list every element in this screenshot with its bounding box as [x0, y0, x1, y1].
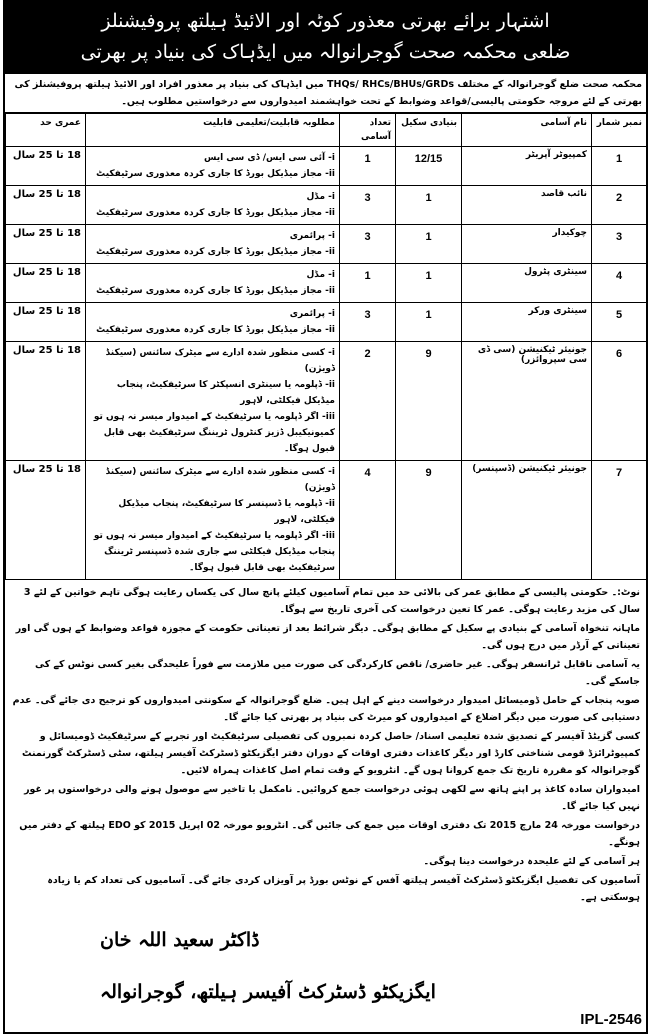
header-line-2: ضلعی محکمہ صحت گوجرانوالہ میں ایڈہاک کی بنیاد پر بھرتی — [80, 41, 571, 63]
cell-scale: 1 — [396, 303, 462, 342]
table-row — [6, 461, 647, 580]
column-header: مطلوبہ قابلیت/تعلیمی قابلیت — [86, 114, 340, 147]
signature-block — [5, 912, 646, 1032]
table-row — [6, 147, 647, 186]
cell-count: 1 — [340, 147, 396, 186]
cell-post: جونیئر ٹیکنیشن (سی ڈی سی سپروائزر) — [462, 342, 592, 461]
table-row — [6, 186, 647, 225]
qualification-line: ii- ڈپلومہ یا سینٹری انسپکٹر کا سرٹیفکیٹ، پنجاب میڈیکل فیکلٹی، لاہور — [116, 380, 335, 406]
cell-no: 1 — [592, 147, 647, 186]
note-paragraph: صوبہ پنجاب کے حامل ڈومیسائل امیدوار درخواست دینے کے اہل ہیں۔ ضلع گوجرانوالہ کے سکونتی امیدواروں کو ترجیح دی جائے گی۔ عدم دستیابی کی صورت میں دیگر اضلاع کے امیدواروں کو میرٹ کی بنیاد پر بھرتی کیا جائے گا۔ — [12, 695, 640, 723]
cell-age: 18 تا 25 سال — [6, 342, 86, 461]
cell-quals — [86, 342, 340, 461]
cell-count: 3 — [340, 225, 396, 264]
qualification-line: i- پرائمری — [289, 231, 335, 241]
table-row — [6, 225, 647, 264]
cell-post: سینٹری پٹرول — [462, 264, 592, 303]
cell-quals — [86, 264, 340, 303]
cell-scale: 12/15 — [396, 147, 462, 186]
cell-age: 18 تا 25 سال — [6, 186, 86, 225]
table-row — [6, 342, 647, 461]
cell-count: 1 — [340, 264, 396, 303]
qualification-line: ii- مجاز میڈیکل بورڈ کا جاری کردہ معذوری سرٹیفکیٹ — [96, 325, 335, 335]
cell-age: 18 تا 25 سال — [6, 225, 86, 264]
cell-no: 7 — [592, 461, 647, 580]
cell-scale: 9 — [396, 461, 462, 580]
column-header: تعداد آسامی — [340, 114, 396, 147]
qualification-line: i- مڈل — [306, 270, 335, 280]
cell-count: 2 — [340, 342, 396, 461]
qualification-line: i- آئی سی ایس/ ڈی سی ایس — [203, 153, 335, 163]
cell-age: 18 تا 25 سال — [6, 461, 86, 580]
qualification-line: ii- مجاز میڈیکل بورڈ کا جاری کردہ معذوری سرٹیفکیٹ — [96, 169, 335, 179]
qualification-line: i- مڈل — [306, 192, 335, 202]
cell-post: جونیئر ٹیکنیشن (ڈسپنسر) — [462, 461, 592, 580]
table-row — [6, 303, 647, 342]
column-header: نام آسامی — [462, 114, 592, 147]
column-header: عمری حد — [6, 114, 86, 147]
cell-no: 6 — [592, 342, 647, 461]
table-row — [6, 264, 647, 303]
qualification-line: ii- مجاز میڈیکل بورڈ کا جاری کردہ معذوری سرٹیفکیٹ — [96, 247, 335, 257]
cell-quals — [86, 147, 340, 186]
cell-no: 5 — [592, 303, 647, 342]
column-header: بنیادی سکیل — [396, 114, 462, 147]
cell-no: 3 — [592, 225, 647, 264]
notes — [5, 580, 646, 912]
cell-scale: 1 — [396, 186, 462, 225]
header-line-1: اشتہار برائے بھرتی معذور کوٹہ اور الائیڈ ہیلتھ پروفیشنلز — [101, 10, 550, 32]
cell-count: 4 — [340, 461, 396, 580]
cell-age: 18 تا 25 سال — [6, 303, 86, 342]
posts-table — [5, 113, 647, 580]
cell-no: 4 — [592, 264, 647, 303]
cell-no: 2 — [592, 186, 647, 225]
note-paragraph: درخواست مورخہ 24 مارچ 2015 تک دفتری اوقات میں جمع کی جائیں گی۔ انٹرویو مورخہ 02 اپریل 2015 کو EDO ہیلتھ کے دفتر میں ہونگے۔ — [19, 820, 640, 848]
qualification-line: ii- مجاز میڈیکل بورڈ کا جاری کردہ معذوری سرٹیفکیٹ — [96, 208, 335, 218]
cell-age: 18 تا 25 سال — [6, 147, 86, 186]
cell-quals — [86, 225, 340, 264]
cell-scale: 9 — [396, 342, 462, 461]
cell-count: 3 — [340, 303, 396, 342]
qualification-line: ii- مجاز میڈیکل بورڈ کا جاری کردہ معذوری سرٹیفکیٹ — [96, 286, 335, 296]
cell-post: سینٹری ورکر — [462, 303, 592, 342]
cell-scale: 1 — [396, 225, 462, 264]
qualification-line: i- پرائمری — [289, 309, 335, 319]
signatory-designation: ایگزیکٹو ڈسٹرکٹ آفیسر ہیلتھ، گوجرانوالہ — [100, 981, 436, 1003]
cell-post: کمپیوٹر آپریٹر — [462, 147, 592, 186]
note-paragraph: کسی گزیٹڈ آفیسر کے تصدیق شدہ تعلیمی اسناد/ حاصل کردہ نمبروں کی تفصیلی سرٹیفکیٹ اور تجربے کے سرٹیفکیٹ ڈومیسائل و کمپیوٹرائزڈ قومی شناختی کارڈ اور دیگر کاغذات دفتری اوقات کے دوران دفتر ایگزیکٹو ڈسٹرکٹ آفیسر ہیلتھ، سٹی ڈسٹرکٹ گورنمنٹ گوجرانوالہ کو مقررہ تاریخ تک جمع کروانا ہوں گے۔ انٹرویو کے وقت تمام اصل کاغذات ہمراہ لائیں۔ — [21, 731, 640, 776]
qualification-line: i- کسی منظور شدہ ادارے سے میٹرک سائنس (سیکنڈ ڈویژن) — [105, 348, 335, 374]
qualification-line: ii- ڈپلومہ یا ڈسپنسر کا سرٹیفکیٹ، پنجاب میڈیکل فیکلٹی، لاہور — [118, 499, 335, 525]
ad-reference: IPL-2546 — [580, 1011, 642, 1028]
note-paragraph: ہر آسامی کے لئے علیحدہ درخواست دینا ہوگی۔ — [423, 856, 640, 867]
cell-quals — [86, 461, 340, 580]
cell-scale: 1 — [396, 264, 462, 303]
intro-text: محکمہ صحت ضلع گوجرانوالہ کے مختلف THQs/ RHCs/BHUs/GRDs میں ایڈہاک کی بنیاد پر معذور افراد اور الائیڈ ہیلتھ پروفیشنلز کی بھرتی کے لئے مروجہ حکومتی پالیسی/قواعد وضوابط کے تحت خواہشمند امیدواروں سے درخواستیں مطلوب ہیں۔ — [5, 74, 646, 113]
table-header-row — [6, 114, 647, 147]
note-paragraph: آسامیوں کی تفصیل ایگزیکٹو ڈسٹرکٹ آفیسر ہیلتھ آفس کے نوٹس بورڈ پر آویزاں کردی جائے گی۔ آسامیوں کی تعداد کم یا زیادہ ہوسکتی ہے۔ — [47, 875, 640, 903]
ad-header — [5, 2, 646, 74]
note-paragraph: یہ آسامی ناقابل ٹرانسفر ہوگی۔ غیر حاضری/ ناقص کارکردگی کی صورت میں ملازمت سے فوراً علیحدگی بغیر کسی نوٹس کے کی جاسکے گی۔ — [34, 659, 640, 687]
cell-post: چوکیدار — [462, 225, 592, 264]
cell-quals — [86, 186, 340, 225]
cell-quals — [86, 303, 340, 342]
advertisement — [3, 0, 648, 1034]
column-header: نمبر شمار — [592, 114, 647, 147]
signatory-name: ڈاکٹر سعید اللہ خان — [100, 929, 260, 951]
cell-age: 18 تا 25 سال — [6, 264, 86, 303]
qualification-line: iii- اگر ڈپلومہ یا سرٹیفکیٹ کے امیدوار میسر نہ ہوں تو پنجاب میڈیکل فیکلٹی سے جاری شدہ ڈسپنسر ٹریننگ سرٹیفکیٹ بھی قابل قبول ہوگا۔ — [93, 531, 335, 573]
cell-count: 3 — [340, 186, 396, 225]
note-paragraph: نوٹ:۔ حکومتی پالیسی کے مطابق عمر کی بالائی حد میں تمام آسامیوں کیلئے پانچ سال کی یکساں رعایت ہوگی تاہم خواتین کے لئے 3 سال کی مزید رعایت ہوگی۔ عمر کا تعین درخواست کی آخری تاریخ سے ہوگا۔ — [23, 587, 640, 615]
qualification-line: i- کسی منظور شدہ ادارے سے میٹرک سائنس (سیکنڈ ڈویژن) — [105, 467, 335, 493]
note-paragraph: ماہانہ تنخواہ آسامی کے بنیادی پے سکیل کے مطابق ہوگی۔ دیگر شرائط بعد از تعیناتی حکومت کے مجوزہ قواعد وضوابط کے ہوں گی اور تعیناتی کے آرڈر میں درج ہوں گی۔ — [15, 623, 640, 651]
qualification-line: iii- اگر ڈپلومہ یا سرٹیفکیٹ کے امیدوار میسر نہ ہوں تو کمیونیکیبل ڈزیز کنٹرول ٹریننگ سرٹیفکیٹ بھی قابل قبول ہوگا۔ — [93, 412, 335, 454]
note-paragraph: امیدواران سادہ کاغذ پر اپنے ہاتھ سے لکھی ہوئی درخواست جمع کروائیں۔ نامکمل یا تاخیر سے موصول ہونے والی درخواستوں پر غور نہیں کیا جائے گا۔ — [24, 784, 640, 812]
cell-post: نائب قاصد — [462, 186, 592, 225]
